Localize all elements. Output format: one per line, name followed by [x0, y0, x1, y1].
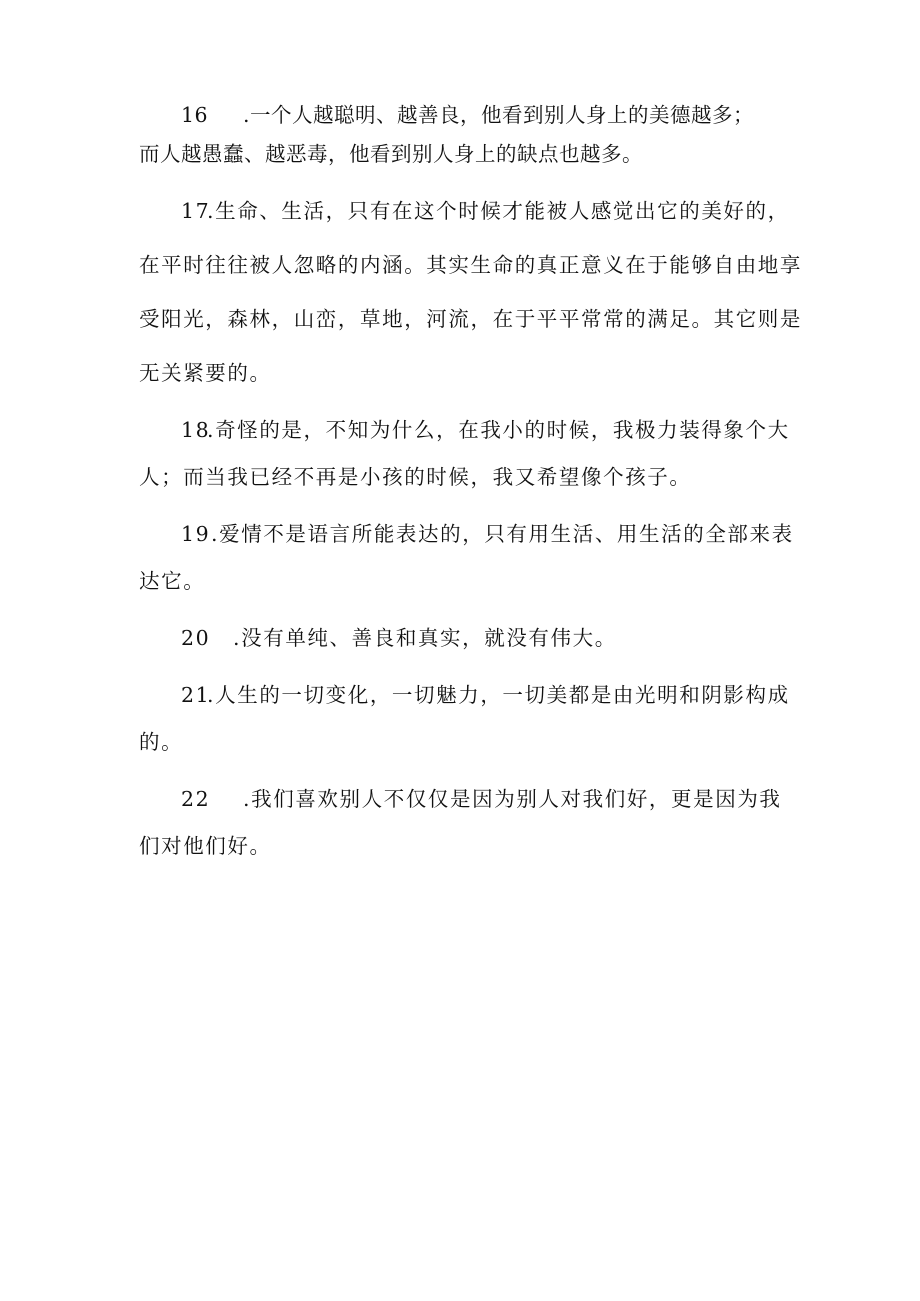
- quote-line: [139, 246, 802, 285]
- quote-line: [139, 458, 789, 497]
- quote-number: 21: [181, 683, 211, 707]
- quote-line: [139, 827, 789, 866]
- quote-number: 20: [181, 626, 211, 650]
- quote-17: [139, 192, 802, 393]
- quote-16: [139, 96, 789, 174]
- quote-text: .人生的一切变化，一切魅力，一切美都是由光明和阴影构成: [207, 683, 790, 707]
- quote-text: .生命、生活，只有在这个时候才能被人感觉出它的美好的，: [207, 199, 790, 223]
- quote-21: [139, 676, 789, 762]
- quote-line: [139, 354, 789, 393]
- quote-number: 18: [181, 418, 211, 442]
- quote-text: 无关紧要的。: [139, 361, 272, 385]
- quote-text: 们对他们好。: [139, 834, 272, 858]
- quote-text: .我们喜欢别人不仅仅是因为别人对我们好，更是因为我: [243, 787, 782, 811]
- quote-list: [139, 96, 802, 866]
- quote-18: [139, 411, 789, 497]
- quote-number: 19: [181, 522, 211, 546]
- quote-text: 而人越愚蠢、越恶毒，他看到别人身上的缺点也越多。: [139, 142, 643, 166]
- quote-line: [139, 780, 789, 819]
- quote-number: 22: [181, 787, 211, 811]
- quote-number: 16: [181, 103, 209, 127]
- quote-22: [139, 780, 789, 866]
- quote-text: .没有单纯、善良和真实，就没有伟大。: [233, 626, 617, 650]
- quote-text: 受阳光，森林，山峦，草地，河流，在于平平常常的满足。其它则是: [139, 307, 802, 331]
- quote-line: [139, 411, 789, 450]
- quote-line: [139, 192, 789, 231]
- quote-20: [139, 619, 789, 658]
- quote-line: [139, 723, 789, 762]
- quote-line: [139, 562, 789, 601]
- quote-text: 的。: [139, 730, 184, 754]
- quote-line: [139, 515, 794, 554]
- quote-line: [139, 96, 789, 135]
- quote-line: [139, 300, 802, 339]
- quote-text: 在平时往往被人忽略的内涵。其实生命的真正意义在于能够自由地享: [139, 253, 802, 277]
- quote-line: [139, 676, 789, 715]
- quote-number: 17: [181, 199, 211, 223]
- quote-text: 达它。: [139, 569, 206, 593]
- quote-text: .爱情不是语言所能表达的，只有用生活、用生活的全部来表: [211, 522, 794, 546]
- quote-line: [139, 135, 789, 174]
- quote-text: .一个人越聪明、越善良，他看到别人身上的美德越多；: [243, 103, 755, 127]
- quote-text: .奇怪的是，不知为什么，在我小的时候，我极力装得象个大: [207, 418, 790, 442]
- quote-text: 人；而当我已经不再是小孩的时候，我又希望像个孩子。: [139, 465, 692, 489]
- quote-19: [139, 515, 794, 601]
- quote-line: [139, 619, 789, 658]
